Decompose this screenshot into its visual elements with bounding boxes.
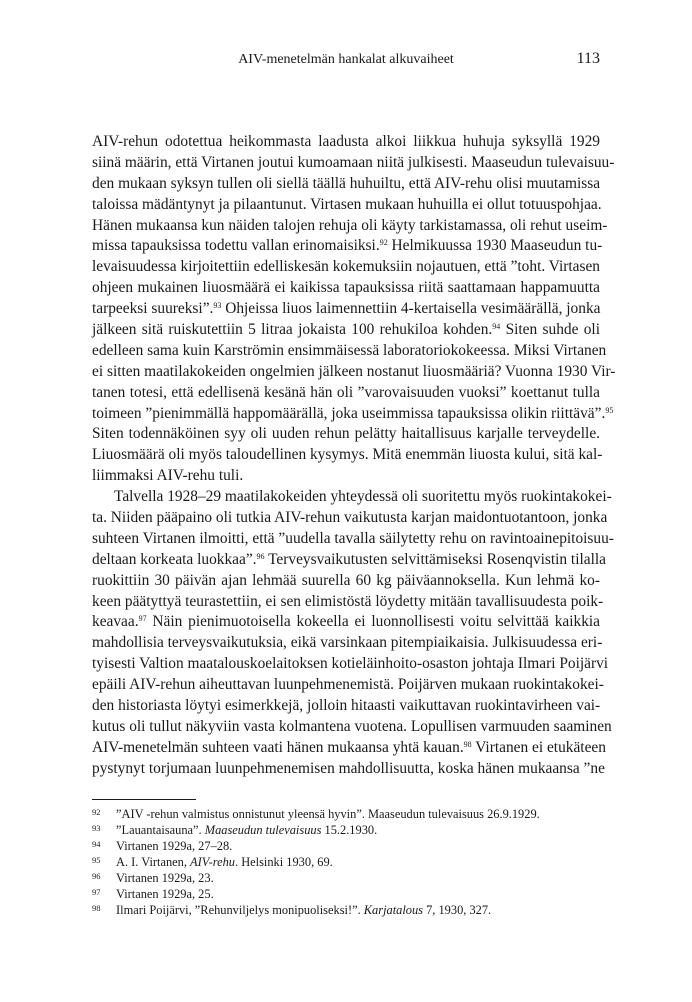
text-run: pystynyt torjumaan luunpehmenemisen mahdollisuutta, koska hänen mukaansa ”ne (92, 759, 605, 777)
text-run: Ilmari Poijärvi, ”Rehunviljelys monipuoliseksi!”. (116, 903, 364, 917)
footnote-number: 97 (92, 887, 101, 897)
text-line (92, 592, 604, 613)
text-run: siinä määrin, että Virtanen joutui kumoamaan niitä julkisesti. Maaseudun tulevaisuu- (92, 153, 615, 171)
footnote (92, 902, 600, 918)
text-line (92, 362, 616, 383)
text-run: toimeen ”pienimmällä happomäärällä, joka useimmissa tapauksissa olikin riittävä”. (92, 404, 606, 422)
text-run: Virtanen ei etukäteen (471, 738, 606, 756)
text-run: Siten suhde oli (500, 321, 600, 339)
text-run: tanen totesi, että edellisenä kesänä hän oli ”varovaisuuden vuoksi” koettanut tulla (92, 383, 600, 401)
text-run: den historiasta löytyi esimerkkejä, jolloin hitaasti vaikuttavan ruokintavirheen vai- (92, 697, 601, 715)
text-line (92, 571, 600, 592)
text-line (92, 675, 604, 696)
footnote-number: 96 (92, 871, 101, 881)
footnote-text (116, 870, 214, 886)
text-run: 15.2.1930. (321, 823, 378, 837)
text-line (92, 424, 600, 445)
page-header (92, 50, 600, 72)
footnote (92, 822, 600, 838)
text-line (92, 759, 605, 780)
text-run: Talvella 1928–29 maatilakokeiden yhteydessä oli suoritettu myös ruokintakokei- (114, 488, 612, 506)
text-run: edelleen sama kuin Karströmin ensimmäisessä laboratoriokokeessa. Miksi Virtanen (92, 341, 607, 359)
text-run: tarpeeksi suureksi”. (92, 300, 214, 318)
text-run: ”Lauantaisauna”. (116, 823, 205, 837)
footnote-reference: 97 (138, 614, 147, 624)
text-line (92, 216, 608, 237)
footnote-reference: 98 (463, 739, 472, 749)
italic-title: Karjatalous (363, 903, 423, 917)
text-line (92, 654, 609, 675)
text-run: epäili AIV-rehun aiheuttavan luunpehmenemistä. Poijärven mukaan ruokintakokei- (92, 676, 604, 694)
text-line (92, 320, 600, 341)
text-run: ohjeen mukainen liuosmäärä ei kaikissa tapauksissa riitä saattamaan happamuutta (92, 279, 600, 297)
footnote-reference: 95 (605, 405, 614, 415)
text-run: AIV-rehun odotettua heikommasta laadusta alkoi liikkua huhuja syksyllä 1929 (92, 133, 600, 150)
text-run: tyisesti Valtion maatalouskoelaitoksen kotieläinhoito-osaston johtaja Ilmari Poijärvi (92, 655, 609, 673)
text-run: Ohjeissa liuos laimennettiin 4-kertaisella vesimäärällä, jonka (221, 300, 601, 318)
text-run: . Helsinki 1930, 69. (235, 855, 333, 869)
text-line (92, 696, 600, 717)
text-line (92, 738, 606, 759)
footnote-text (116, 806, 540, 822)
text-line (92, 195, 600, 216)
text-run: deltaan korkeata luokkaa”. (92, 550, 257, 568)
text-run: missa tapauksissa todettu vallan erinomaisiksi. (92, 237, 380, 255)
text-run: levaisuudessa kirjoitettiin edelliskesän kokemuksiin nojautuen, että ”toht. Virtasen (92, 258, 600, 276)
text-line (92, 550, 606, 571)
footnote-number: 98 (92, 903, 101, 913)
text-run: ruokittiin 30 päivän ajan lehmää suurella 60 kg päiväannoksella. Kun lehmä ko- (92, 571, 600, 589)
text-run: keavaa. (92, 613, 139, 631)
page-number: 113 (576, 50, 600, 67)
text-line (92, 132, 600, 153)
footnote-text (116, 822, 377, 838)
text-line (92, 383, 600, 404)
footnote-number: 95 (92, 855, 101, 865)
text-run: Virtanen 1929a, 23. (116, 871, 214, 885)
text-run: 7, 1930, 327. (423, 903, 492, 917)
text-run: A. I. Virtanen, (116, 855, 191, 869)
text-run: mahdollisia terveysvaikutuksia, eikä varsinkaan pitempiaikaisia. Julkisuudessa eri- (92, 634, 603, 652)
footnote-number: 92 (92, 807, 101, 817)
footnote (92, 870, 600, 886)
text-line (92, 612, 600, 633)
footnote (92, 838, 600, 854)
footnote (92, 854, 600, 870)
text-run: taloissa mädäntynyt ja pilaantunut. Virtasen mukaan huhuilla ei ollut totuuspohjaa. (92, 195, 602, 213)
text-line (92, 445, 603, 466)
footnote-reference: 92 (379, 238, 388, 248)
text-run: Helmikuussa 1930 Maaseudun tu- (387, 237, 603, 255)
footnote-reference: 96 (256, 551, 265, 561)
text-run: Virtanen 1929a, 27–28. (116, 839, 233, 853)
text-line (92, 508, 608, 529)
footnote-reference: 93 (213, 301, 222, 311)
footnote-separator (92, 799, 196, 800)
footnote-text (116, 886, 214, 902)
text-run: AIV-menetelmän suhteen vaati hänen mukaansa yhtä kauan. (92, 738, 464, 756)
text-line (92, 487, 612, 508)
text-run: ei sitten maatilakokeiden ongelmien jälkeen nostanut liuosmääriä? Vuonna 1930 Vir- (92, 362, 616, 380)
footnote-text (116, 854, 333, 870)
footnote (92, 886, 600, 902)
body-text (92, 132, 616, 780)
text-run: Terveysvaikutusten selvittämiseksi Rosenqvistin tilalla (264, 550, 606, 568)
footnote (92, 806, 600, 822)
italic-title: Maaseudun tulevaisuus (204, 823, 322, 837)
text-line (92, 174, 600, 195)
running-title: AIV-menetelmän hankalat alkuvaiheet (238, 52, 454, 67)
text-line (92, 153, 615, 174)
text-line (92, 341, 607, 362)
footnote-text (116, 902, 491, 918)
text-run: ”AIV -rehun valmistus onnistunut yleensä hyvin”. Maaseudun tulevaisuus 26.9.1929. (116, 807, 540, 821)
text-run: Siten todennäköinen syy oli uuden rehun pelätty haitallisuus karjalle terveydelle. (92, 425, 600, 443)
text-line (92, 278, 600, 299)
text-run: keen päätyttyä teurastettiin, ei sen elimistöstä löydetty mitään tavallisuudesta poik- (92, 592, 604, 610)
text-run: suhteen Virtanen ilmoitti, että ”uudella tavalla säilytetty rehu on ravintoainepitoisuu- (92, 529, 614, 547)
text-line (92, 299, 600, 320)
text-line (92, 466, 600, 487)
footnote-reference: 94 (492, 322, 501, 332)
text-run: Liuosmäärä oli myös taloudellinen kysymys. Mitä enemmän liuosta kului, sitä kal- (92, 446, 603, 464)
footnote-number: 93 (92, 823, 101, 833)
text-run: kutus oli tullut näkyviin vasta kolmantena vuotena. Lopullisen varmuuden saaminen (92, 717, 612, 735)
text-run: jälkeen sitä ruiskutettiin 5 litraa jokaista 100 rehukiloa kohden. (92, 321, 493, 339)
text-run: den mukaan syksyn tullen oli siellä täällä huhuiltu, että AIV-rehu olisi muutamissa (92, 174, 601, 192)
footnote-number: 94 (92, 839, 101, 849)
text-run: Hänen mukaansa kun näiden talojen rehuja oli käyty tarkistamassa, oli rehut useim- (92, 216, 608, 234)
text-run: Näin pienimuotoisella kokeella ei luonnollisesti voitu selvittää kaikkia (146, 613, 600, 631)
text-run: ta. Niiden pääpaino oli tutkia AIV-rehun vaikutusta karjan maidontuotantoon, jonka (92, 509, 608, 527)
footnotes (92, 806, 600, 918)
text-line (92, 257, 600, 278)
text-run: liimmaksi AIV-rehu tuli. (92, 467, 244, 485)
text-line (92, 529, 614, 550)
text-line (92, 404, 614, 425)
text-line (92, 717, 612, 738)
text-run: Virtanen 1929a, 25. (116, 887, 214, 901)
text-line (92, 236, 603, 257)
footnote-text (116, 838, 232, 854)
italic-title: AIV-rehu (190, 855, 236, 869)
text-line (92, 633, 603, 654)
